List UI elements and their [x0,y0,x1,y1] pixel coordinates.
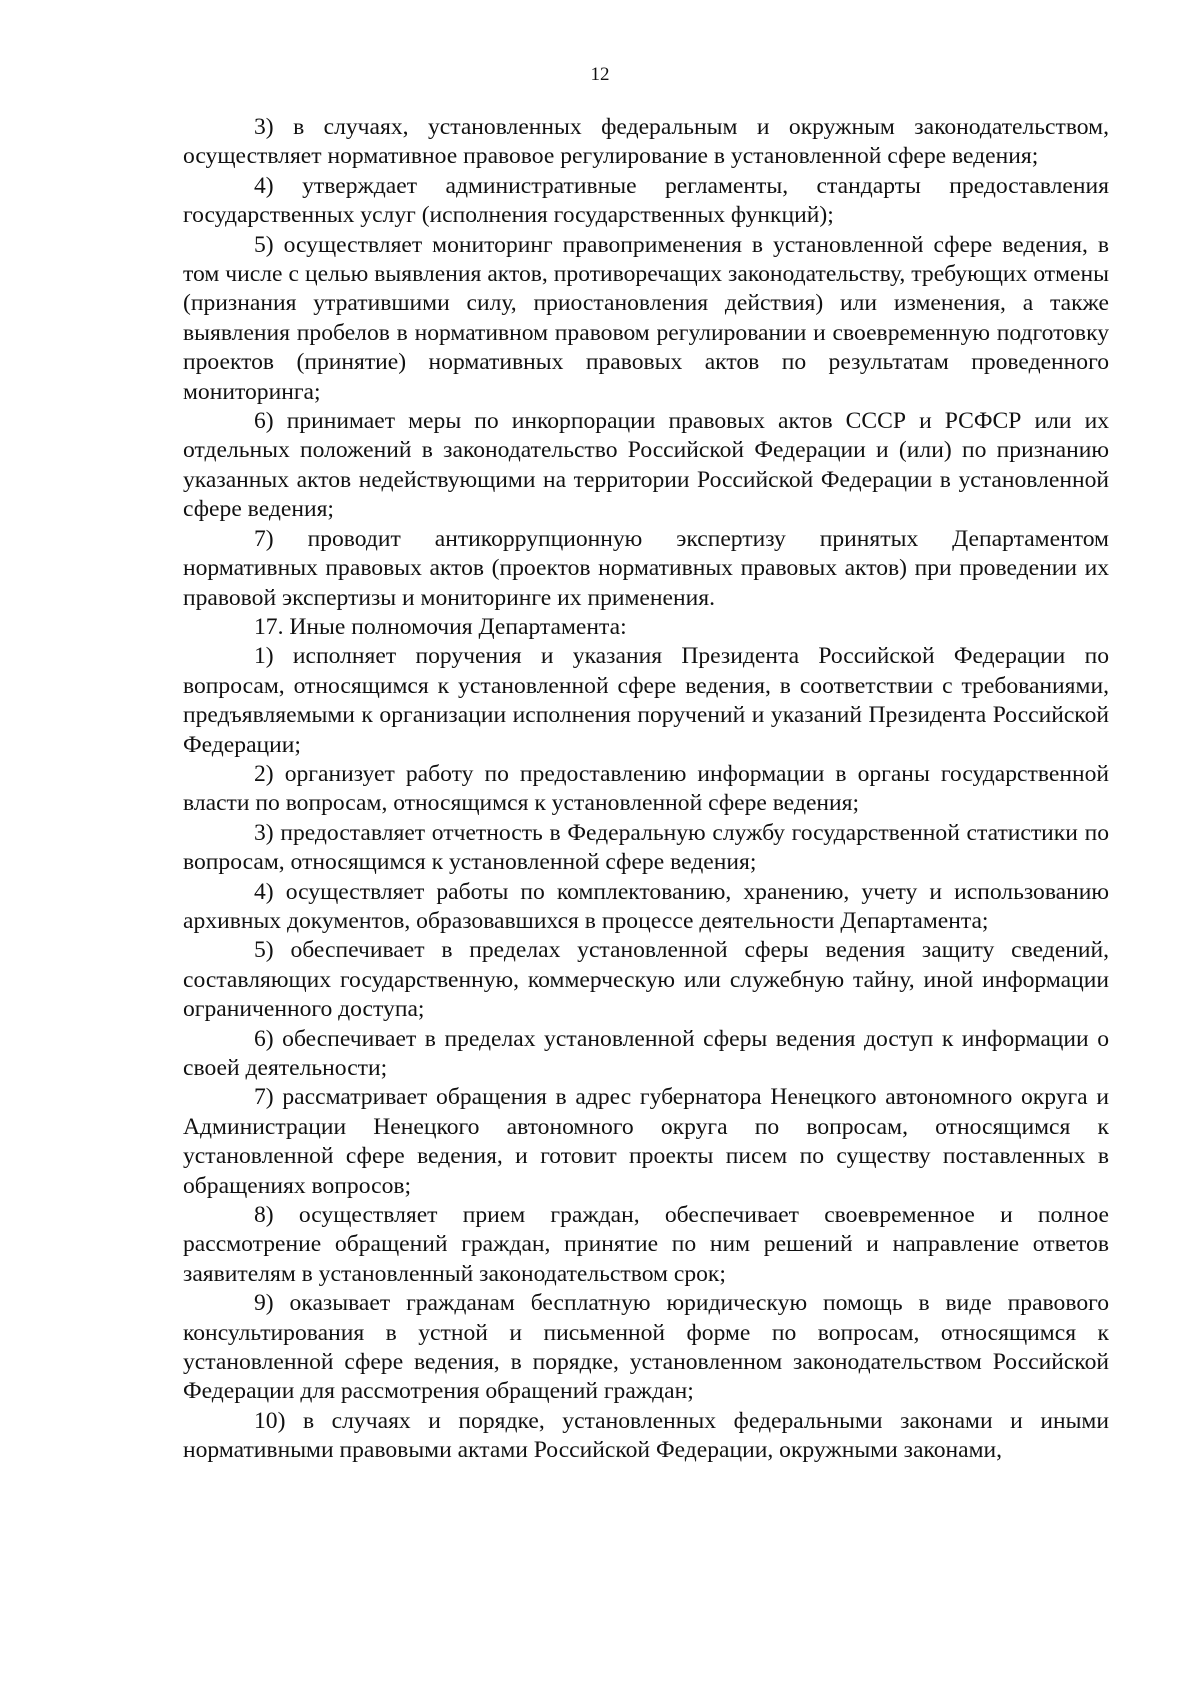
paragraph: 6) принимает меры по инкорпорации правовых актов СССР и РСФСР или их отдельных положений в законодательство Российской Федерации и (или) по признанию указанных актов недействующими на территории Российской Федерации в установленной сфере ведения; [183,408,1109,523]
paragraph: 6) обеспечивает в пределах установленной сферы ведения доступ к информации о своей деятельности; [183,1025,1109,1081]
paragraph: 4) осуществляет работы по комплектованию, хранению, учету и использованию архивных документов, образовавшихся в процессе деятельности Департамента; [183,878,1109,934]
paragraph: 7) проводит антикоррупционную экспертизу принятых Департаментом нормативных правовых актов (проектов нормативных правовых актов) при проведении их правовой экспертизы и мониторинге их применения. [183,525,1109,611]
document-body [183,113,1109,1466]
paragraph: 7) рассматривает обращения в адрес губернатора Ненецкого автономного округа и Администрации Ненецкого автономного округа по вопросам, относящимся к установленной сфере ведения, и готовит проекты писем по существу поставленных в обращениях вопросов; [183,1084,1109,1199]
paragraph: 5) осуществляет мониторинг правоприменения в установленной сфере ведения, в том числе с целью выявления актов, противоречащих законодательству, требующих отмены (признания утратившими силу, приостановления действия) или изменения, а также выявления пробелов в нормативном правовом регулировании и своевременную подготовку проектов (принятие) нормативных правовых актов по результатам проведенного мониторинга; [183,231,1109,405]
paragraph: 5) обеспечивает в пределах установленной сферы ведения защиту сведений, составляющих государственную, коммерческую или служебную тайну, иной информации ограниченного доступа; [183,937,1109,1023]
paragraph: 1) исполняет поручения и указания Президента Российской Федерации по вопросам, относящимся к установленной сфере ведения, в соответствии с требованиями, предъявляемыми к организации исполнения поручений и указаний Президента Российской Федерации; [183,643,1109,758]
page-number: 12 [590,64,610,85]
section-heading: 17. Иные полномочия Департамента: [254,613,627,640]
paragraph: 10) в случаях и порядке, установленных федеральными законами и иными нормативными правовыми актами Российской Федерации, окружными законами, [183,1407,1109,1464]
paragraph: 3) в случаях, установленных федеральным и окружным законодательством, осуществляет нормативное правовое регулирование в установленной сфере ведения; [183,114,1109,170]
paragraph: 3) предоставляет отчетность в Федеральную службу государственной статистики по вопросам, относящимся к установленной сфере ведения; [183,819,1109,876]
paragraph: 9) оказывает гражданам бесплатную юридическую помощь в виде правового консультирования в устной и письменной форме по вопросам, относящимся к установленной сфере ведения, в порядке, установленном законодательством Российской Федерации для рассмотрения обращений граждан; [183,1290,1109,1405]
paragraph: 2) организует работу по предоставлению информации в органы государственной власти по вопросам, относящимся к установленной сфере ведения; [183,760,1109,817]
paragraph: 4) утверждает административные регламенты, стандарты предоставления государственных услуг (исполнения государственных функций); [183,172,1109,229]
paragraph: 8) осуществляет прием граждан, обеспечивает своевременное и полное рассмотрение обращений граждан, принятие по ним решений и направление ответов заявителям в установленный законодательством срок; [183,1202,1109,1287]
